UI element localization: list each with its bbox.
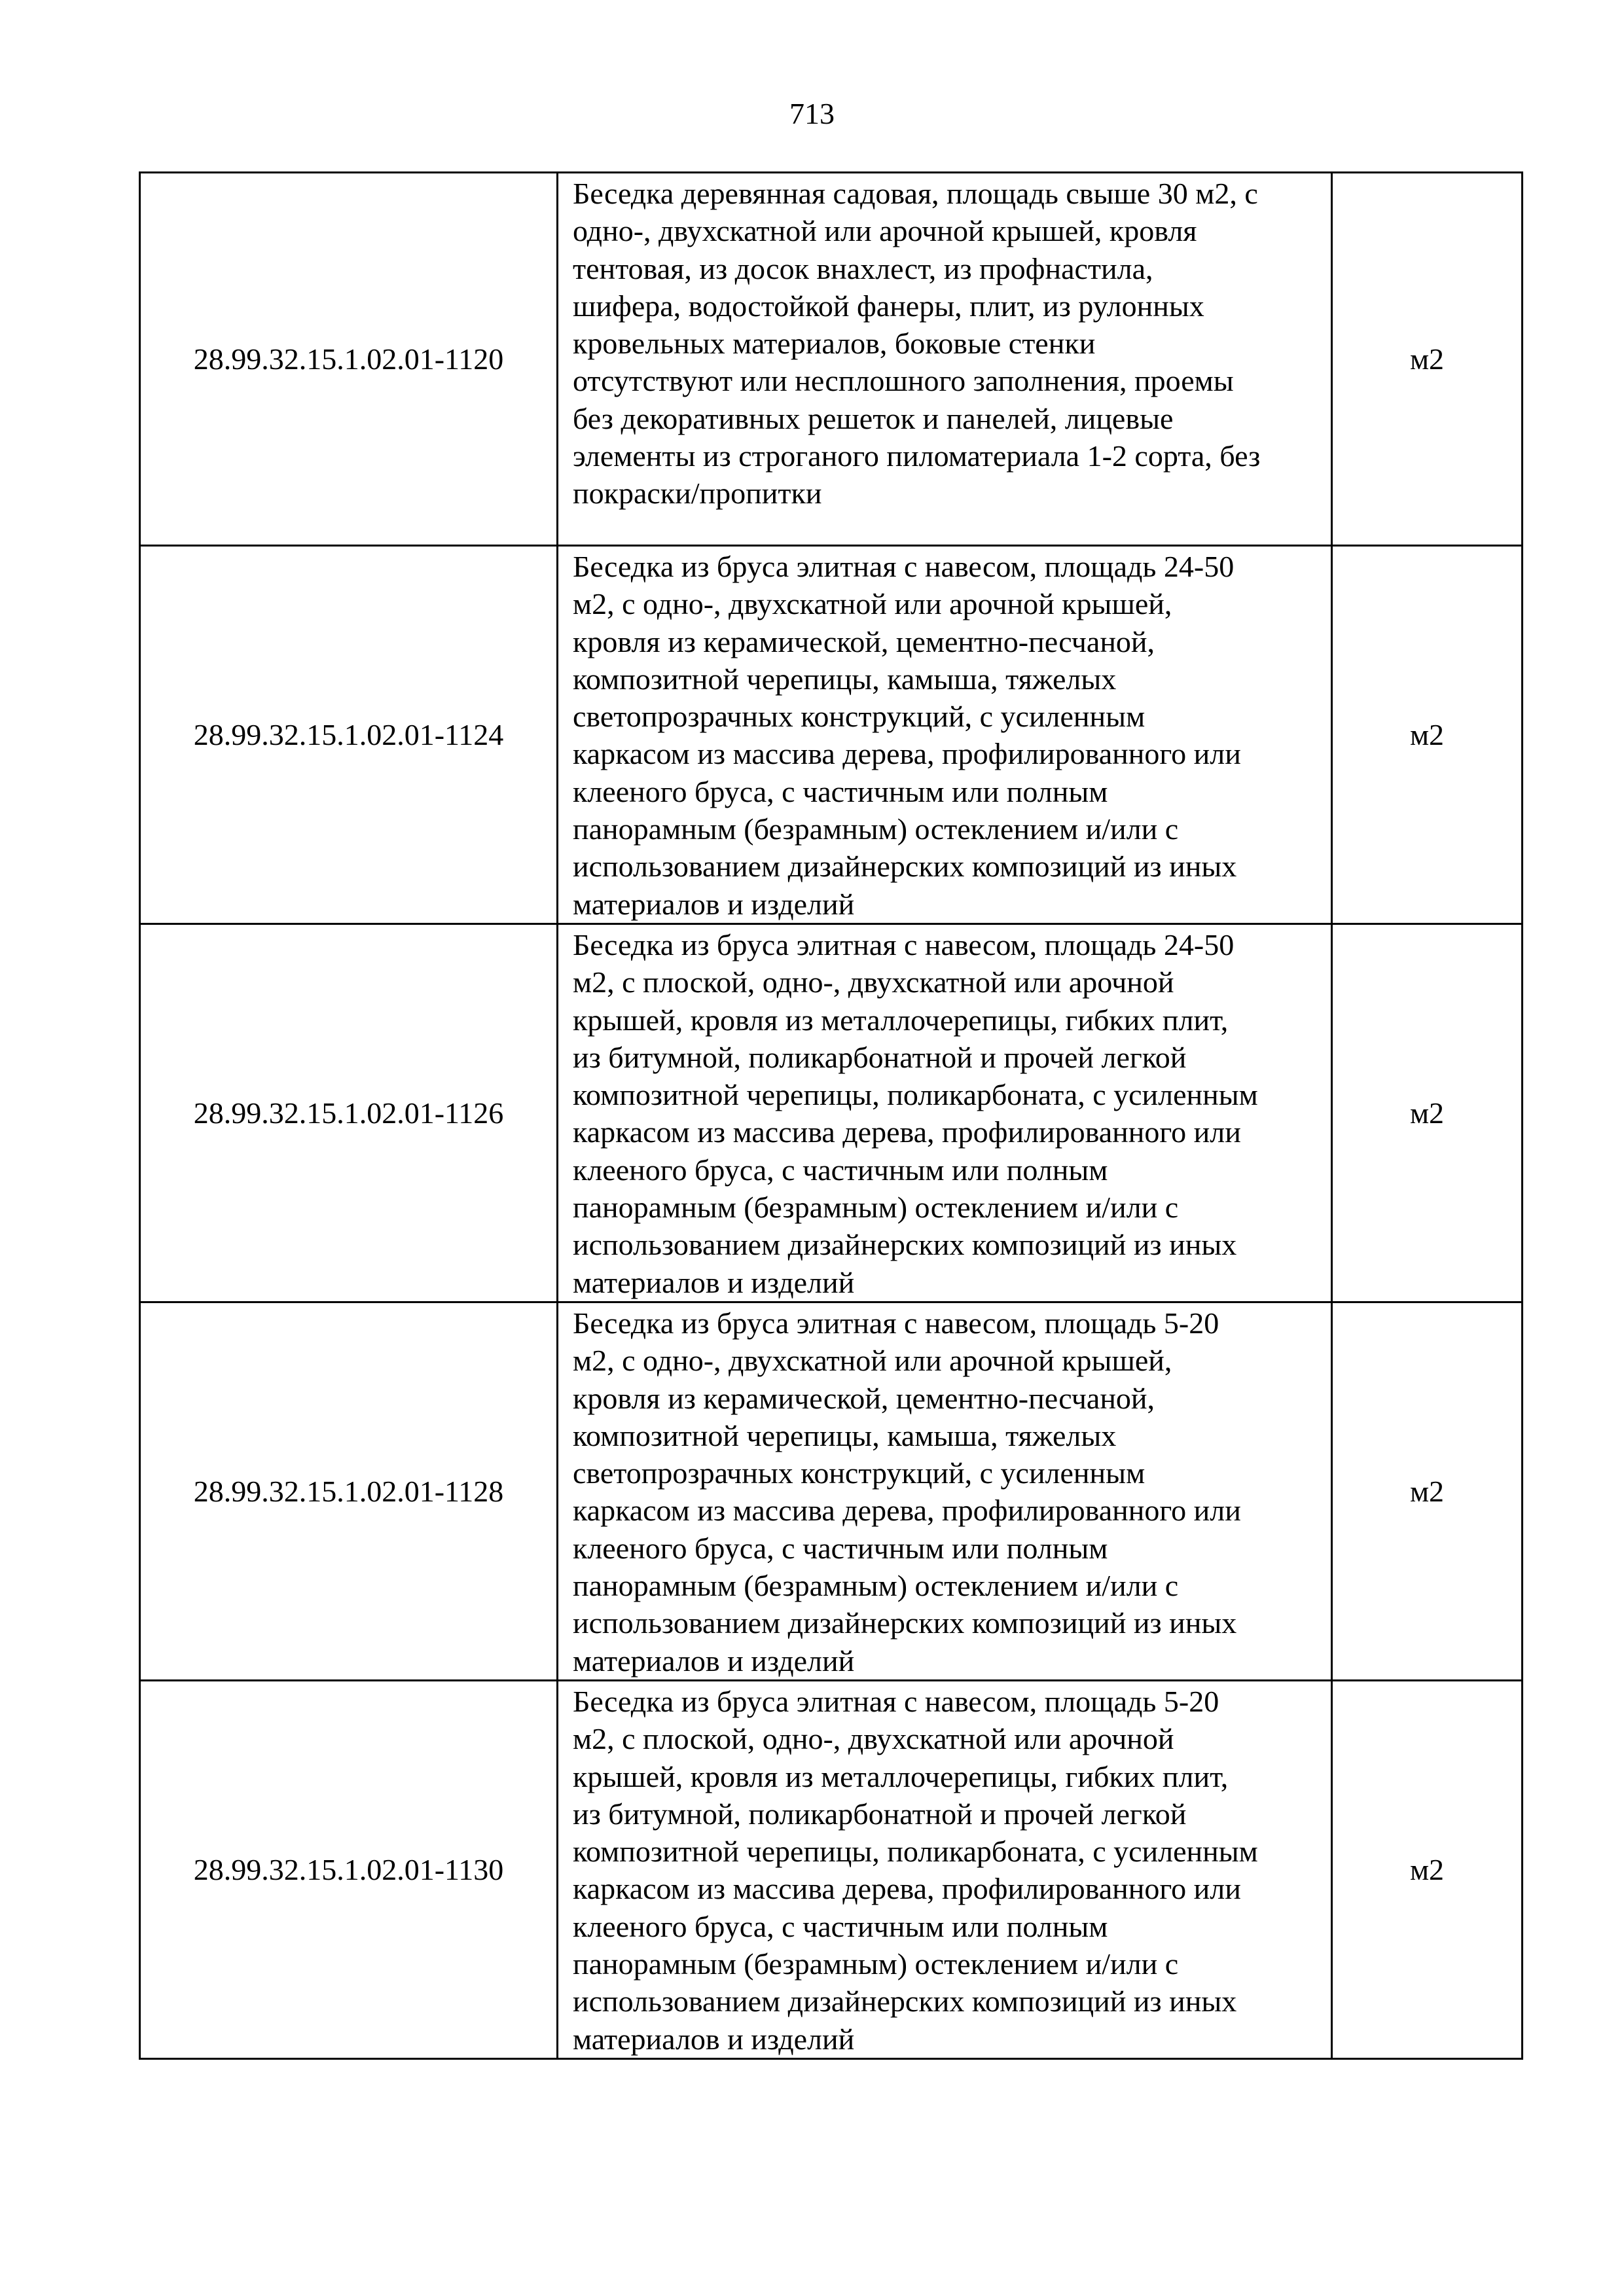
- description-line: каркасом из массива дерева, профилированного или: [573, 1115, 1241, 1149]
- description-line: Беседка из бруса элитная с навесом, площадь 5-20: [573, 1306, 1219, 1340]
- description-line: композитной черепицы, камыша, тяжелых: [573, 662, 1117, 696]
- description-line: композитной черепицы, поликарбоната, с усиленным: [573, 1078, 1258, 1112]
- resource-description: [558, 924, 1332, 1302]
- description-line: светопрозрачных конструкций, с усиленным: [573, 1456, 1146, 1490]
- resource-code: 28.99.32.15.1.02.01-1128: [140, 1302, 558, 1680]
- resource-description: [558, 173, 1332, 546]
- description-line: клееного бруса, с частичным или полным: [573, 774, 1108, 808]
- description-line: отсутствуют или несплошного заполнения, проемы: [573, 364, 1234, 398]
- description-line: использованием дизайнерских композиций из иных: [573, 1606, 1237, 1640]
- description-line: из битумной, поликарбонатной и прочей легкой: [573, 1040, 1187, 1074]
- description-line: композитной черепицы, поликарбоната, с усиленным: [573, 1835, 1258, 1869]
- resource-code: 28.99.32.15.1.02.01-1124: [140, 546, 558, 924]
- description-line: материалов и изделий: [573, 1265, 855, 1299]
- resource-description: [558, 1680, 1332, 2058]
- description-line: светопрозрачных конструкций, с усиленным: [573, 700, 1146, 734]
- description-line: клееного бруса, с частичным или полным: [573, 1909, 1108, 1943]
- description-line: Беседка из бруса элитная с навесом, площадь 5-20: [573, 1684, 1219, 1718]
- description-line: использованием дизайнерских композиций из иных: [573, 1984, 1237, 2018]
- description-line: панорамным (безрамным) остеклением и/или с: [573, 812, 1179, 846]
- description-line: кровельных материалов, боковые стенки: [573, 327, 1096, 361]
- description-line: кровля из керамической, цементно-песчаной,: [573, 624, 1155, 658]
- table-row: [140, 546, 1523, 924]
- description-line: м2, с плоской, одно-, двухскатной или арочной: [573, 1722, 1174, 1756]
- description-line: м2, с одно-, двухскатной или арочной крышей,: [573, 587, 1172, 621]
- page-number: 713: [789, 97, 835, 130]
- unit-of-measure: м2: [1332, 1680, 1523, 2058]
- description-line: клееного бруса, с частичным или полным: [573, 1531, 1108, 1565]
- description-line: каркасом из массива дерева, профилированного или: [573, 737, 1241, 771]
- description-line: шифера, водостойкой фанеры, плит, из рулонных: [573, 289, 1204, 323]
- table-row: [140, 1302, 1523, 1680]
- description-line: клееного бруса, с частичным или полным: [573, 1153, 1108, 1187]
- description-line: м2, с одно-, двухскатной или арочной крышей,: [573, 1344, 1172, 1378]
- description-line: использованием дизайнерских композиций из иных: [573, 1228, 1237, 1262]
- description-line: тентовая, из досок внахлест, из профнастила,: [573, 251, 1153, 285]
- description-line: покраски/пропитки: [573, 476, 822, 511]
- description-line: материалов и изделий: [573, 1643, 855, 1677]
- table-row: [140, 173, 1523, 546]
- description-line: одно-, двухскатной или арочной крышей, кровля: [573, 214, 1197, 248]
- resource-code: 28.99.32.15.1.02.01-1130: [140, 1680, 558, 2058]
- description-line: без декоративных решеток и панелей, лицевые: [573, 401, 1174, 435]
- description-line: использованием дизайнерских композиций из иных: [573, 850, 1237, 884]
- resource-table: [139, 171, 1523, 2060]
- description-line: композитной черепицы, камыша, тяжелых: [573, 1418, 1117, 1452]
- resource-description: [558, 546, 1332, 924]
- unit-of-measure: м2: [1332, 546, 1523, 924]
- unit-of-measure: м2: [1332, 924, 1523, 1302]
- description-line: крышей, кровля из металлочерепицы, гибких плит,: [573, 1003, 1229, 1037]
- description-line: каркасом из массива дерева, профилированного или: [573, 1494, 1241, 1528]
- description-line: Беседка деревянная садовая, площадь свыше 30 м2, с: [573, 177, 1258, 210]
- description-line: панорамным (безрамным) остеклением и/или с: [573, 1569, 1179, 1603]
- description-line: из битумной, поликарбонатной и прочей легкой: [573, 1797, 1187, 1831]
- description-line: крышей, кровля из металлочерепицы, гибких плит,: [573, 1759, 1229, 1793]
- table-row: [140, 924, 1523, 1302]
- resource-description: [558, 1302, 1332, 1680]
- description-line: элементы из строганого пиломатериала 1-2 сорта, без: [573, 439, 1261, 473]
- unit-of-measure: м2: [1332, 1302, 1523, 1680]
- description-line: Беседка из бруса элитная с навесом, площадь 24-50: [573, 927, 1235, 961]
- resource-table-body: [140, 173, 1523, 2059]
- description-line: каркасом из массива дерева, профилированного или: [573, 1872, 1241, 1906]
- description-line: материалов и изделий: [573, 887, 855, 921]
- description-line: панорамным (безрамным) остеклением и/или с: [573, 1946, 1179, 1981]
- resource-code: 28.99.32.15.1.02.01-1126: [140, 924, 558, 1302]
- description-line: кровля из керамической, цементно-песчаной,: [573, 1381, 1155, 1415]
- description-line: Беседка из бруса элитная с навесом, площадь 24-50: [573, 550, 1235, 583]
- description-line: м2, с плоской, одно-, двухскатной или арочной: [573, 965, 1174, 999]
- description-line: панорамным (безрамным) остеклением и/или с: [573, 1191, 1179, 1225]
- resource-code: 28.99.32.15.1.02.01-1120: [140, 173, 558, 546]
- description-line: материалов и изделий: [573, 2022, 855, 2056]
- unit-of-measure: м2: [1332, 173, 1523, 546]
- table-row: [140, 1680, 1523, 2058]
